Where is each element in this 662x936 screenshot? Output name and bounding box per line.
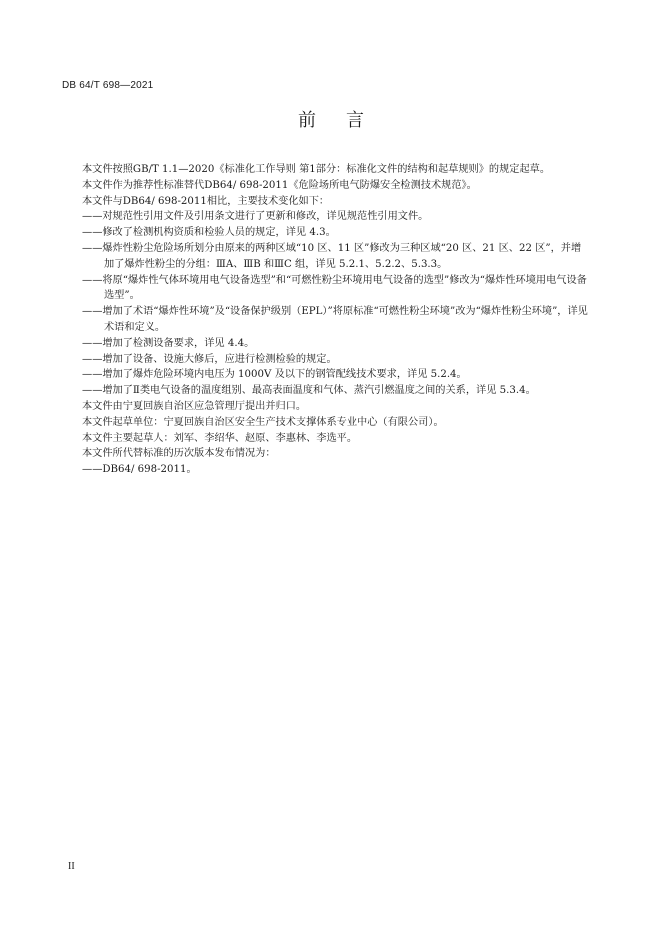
- foreword-body: [62, 162, 590, 478]
- change-item: ——增加了爆炸危险环境内电压为 1000V 及以下的钢管配线技术要求，详见 5.2.4。: [82, 369, 467, 381]
- paragraph-history-intro: 本文件所代替标准的历次版本发布情况为：: [82, 448, 276, 460]
- change-item: ——对规范性引用文件及引用条文进行了更新和修改，详见规范性引用文件。: [82, 211, 429, 223]
- change-item: ——增加了Ⅱ类电气设备的温度组别、最高表面温度和气体、蒸汽引燃温度之间的关系，详见 5.3.4。: [82, 385, 536, 397]
- paragraph-proposer: 本文件由宁夏回族自治区应急管理厅提出并归口。: [82, 400, 307, 412]
- paragraph-replacement: 本文件作为推荐性标准替代DB64/ 698-2011《危险场所电气防爆安全检测技术规范》。: [82, 179, 477, 191]
- document-code: DB 64/T 698—2021: [62, 80, 154, 91]
- change-item: ——将原“爆炸性气体环境用电气设备选型”和“可燃性粉尘环境用电气设备的选型”修改为“爆炸性环境用电气设备选型”。: [82, 274, 587, 302]
- paragraph-changes-intro: 本文件与DB64/ 698-2011相比，主要技术变化如下：: [82, 195, 330, 207]
- change-item: ——增加了检测设备要求，详见 4.4。: [82, 337, 255, 349]
- change-item: ——爆炸性粉尘危险场所划分由原来的两种区域“10 区、11 区”修改为三种区域“20 区、21 区、22 区”，并增加了爆炸性粉尘的分组：ⅢA、ⅢB 和ⅢC 组，详见 5.2.1、5.2.2、5.3.3。: [82, 242, 582, 270]
- page-number: II: [68, 861, 75, 872]
- history-item: ——DB64/ 698-2011。: [82, 464, 197, 476]
- change-item: ——增加了术语“爆炸性环境”及“设备保护级别（EPL）”将原标准“可燃性粉尘环境”改为“爆炸性粉尘环境”，详见术语和定义。: [82, 306, 588, 333]
- page-title: 前言: [298, 110, 394, 131]
- paragraph-drafting-unit: 本文件起草单位：宁夏回族自治区安全生产技术支撑体系专业中心（有限公司）。: [82, 416, 444, 428]
- change-item: ——增加了设备、设施大修后，应进行检测检验的规定。: [82, 353, 337, 365]
- paragraph-drafting-rules: 本文件按照GB/T 1.1—2020《标准化工作导则 第1部分：标准化文件的结构和起草规则》的规定起草。: [82, 164, 551, 175]
- change-item: ——修改了检测机构资质和检验人员的规定，详见 4.3。: [82, 227, 336, 239]
- paragraph-drafters: 本文件主要起草人：刘军、李绍华、赵原、李惠林、李选平。: [82, 432, 358, 444]
